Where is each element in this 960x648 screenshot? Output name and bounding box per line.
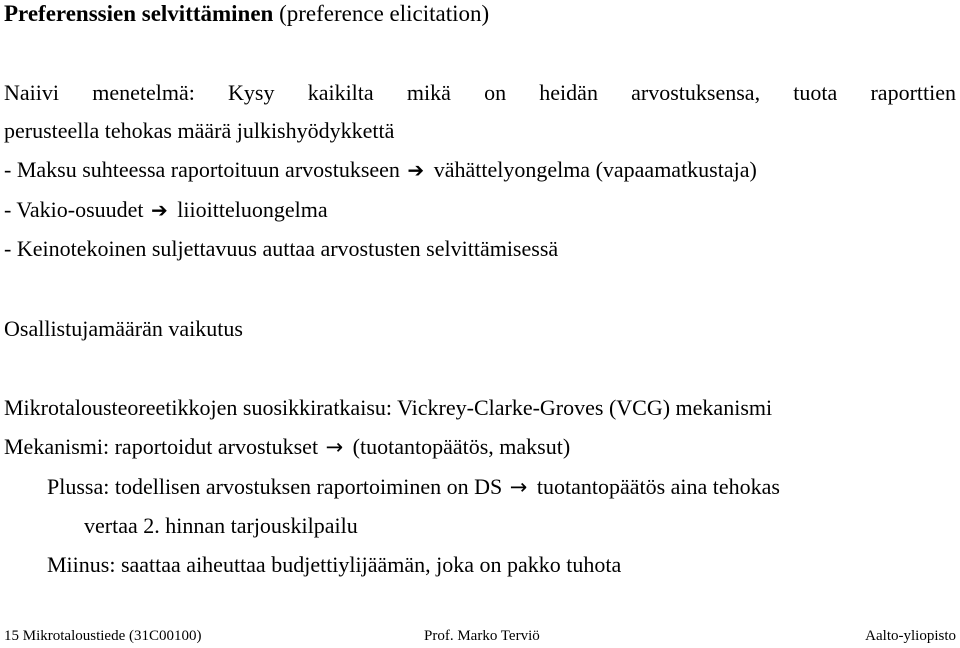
fixed-shares-text: - Vakio-osuudet [4,197,144,222]
footer-author: Prof. Marko Terviö [424,628,540,644]
mechanism-outcome: (tuotantopäätös, maksut) [352,434,571,459]
minus-line: Miinus: saattaa aiheuttaa budjettiylijäämän, joka on pakko tuhota [47,552,622,577]
excludability-line: - Keinotekoinen suljettavuus auttaa arvostusten selvittämisessä [4,236,559,261]
compare-line: vertaa 2. hinnan tarjouskilpailu [84,513,358,538]
fixed-shares-line [4,197,328,223]
vcg-line: Mikrotalousteoreetikkojen suosikkiratkaisu: Vickrey-Clarke-Groves (VCG) mekanismi [4,395,773,420]
overstatement-text: liioitteluongelma [177,197,328,222]
slide-title [4,1,489,27]
plus-text: Plussa: todellisen arvostuksen raportoiminen on DS [47,474,503,499]
payment-line [4,157,757,183]
payment-text: - Maksu suhteessa raportoituun arvostukseen [4,157,400,182]
understatement-text: vähättelyongelma (vapaamatkustaja) [433,157,757,182]
mechanism-text: Mekanismi: raportoidut arvostukset [4,434,319,459]
naive-method-line-1: Naiivi menetelmä: Kysy kaikilta mikä on heidän arvostuksensa, tuota raporttien [4,80,956,105]
mechanism-line [4,434,570,460]
right-arrow-icon: ➔ [407,158,425,182]
participants-heading: Osallistujamäärän vaikutus [4,316,243,341]
plus-outcome: tuotantopäätös aina tehokas [536,474,780,499]
title-normal: (preference elicitation) [279,1,490,26]
right-arrow-icon: → [509,475,528,499]
right-arrow-icon: ➔ [151,198,168,222]
plus-line [47,474,780,500]
footer-institution: Aalto-yliopisto [865,628,956,644]
right-arrow-icon: → [325,435,344,459]
footer-course: 15 Mikrotaloustiede (31C00100) [4,628,202,644]
naive-method-line-2: perusteella tehokas määrä julkishyödykkettä [4,118,395,143]
title-bold: Preferenssien selvittäminen [4,1,274,26]
